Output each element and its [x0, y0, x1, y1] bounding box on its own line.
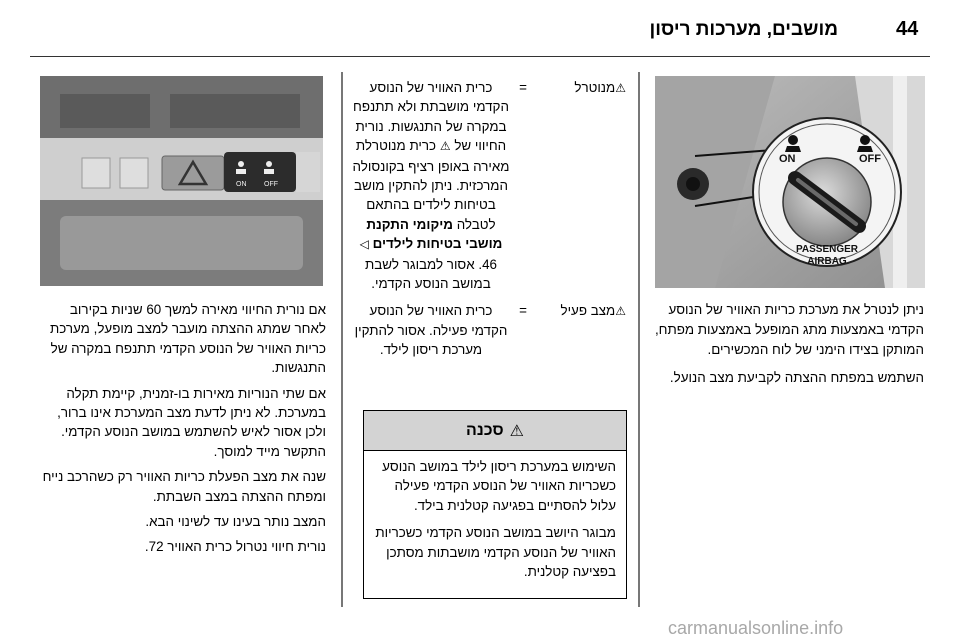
left-column-text	[36, 300, 326, 563]
caption-passenger: PASSENGER	[795, 244, 859, 255]
airbag-switch-illustration	[655, 76, 925, 288]
paragraph: השימוש במערכת ריסון לילד במושב הנוסע כשכריות האוויר של הנוסע הקדמי פעילה עלול להסתיים בפגיעה קטלנית בילד.	[382, 459, 616, 513]
indicator-on-label: ON	[236, 181, 247, 188]
warning-body	[364, 451, 626, 581]
console-indicator-photo	[40, 76, 323, 286]
paragraph: מבוגר היושב במושב הנוסע הקדמי כשכריות האוויר של הנוסע הקדמי מושבתות מסתכן בפציעה קטלנית.	[375, 525, 616, 580]
definition-row-deactivated	[352, 78, 628, 293]
indicator-off-label: OFF	[264, 181, 278, 188]
paragraph: אם נורית החיווי מאירה למשך 60 שניות בקירוב לאחר שמתג ההצתה מועבר למצב מופעל, מערכת כריות האוויר של הנוסע הקדמי תתנפח במקרה של התנגשות.	[49, 302, 326, 376]
warning-icon: ⚠	[509, 422, 524, 440]
definition-term: ⚠מנוטרל	[536, 78, 628, 293]
paragraph: השתמש במפתח ההצתה לקביעת מצב הנועל.	[669, 370, 924, 385]
paragraph: ניתן לנטרל את מערכת כריות האוויר של הנוסע הקדמי באמצעות מתג המופעל באמצעות מפתח, המותקן בצידו הימני של לוח המכשירים.	[654, 302, 924, 357]
console-illustration	[40, 76, 323, 286]
switch-off-label: OFF	[859, 153, 881, 165]
airbag-off-icon: ⚠	[439, 139, 451, 154]
airbag-off-icon: ⚠	[615, 81, 626, 95]
page-header	[0, 18, 960, 48]
switch-on-label: ON	[779, 153, 796, 165]
cross-reference-link[interactable]: מיקומי התקנת מושבי בטיחות לילדים	[366, 216, 503, 252]
watermark: carmanualsonline.info	[668, 618, 844, 638]
paragraph: נורית חיווי נטרול כרית האוויר 72.	[144, 539, 326, 555]
definition-equals: =	[519, 80, 527, 95]
definition-body: כרית האוויר של הנוסע הקדמי פעילה. אסור להתקין מערכת ריסון לילד.	[354, 303, 508, 358]
caption-airbag: AIRBAG	[807, 256, 847, 267]
paragraph: שנה את מצב הפעלת כריות האוויר רק כשהרכב נייח ומפתח ההצתה במצב השבתת.	[42, 469, 326, 504]
warning-header	[364, 411, 626, 451]
definition-row-activated	[352, 301, 628, 359]
danger-warning-box	[363, 410, 627, 599]
header-rule	[30, 56, 930, 57]
page-ref-icon: ◁	[359, 237, 369, 252]
airbag-switch-photo	[655, 76, 925, 288]
page-number: 44	[896, 18, 919, 40]
switch-state-definitions	[352, 78, 628, 368]
definition-body: כרית האוויר של הנוסע הקדמי מושבתת ולא תתנפח במקרה של התנגשות. נורית החיווי של ⚠ כרית מנוטרלת מאירה באופן רציף בקונסולה המרכזית. ניתן להתקין מושב בטיחות לילדים בהתאם לטבלה מיקומי התקנת מושבי בטיחות לילדים ◁ 46. אסור למבוגר לשבת במושב הנוסע הקדמי.	[352, 80, 510, 292]
definition-term: ⚠מצב פעיל	[536, 301, 628, 359]
definition-equals: =	[519, 303, 527, 319]
column-divider	[341, 72, 343, 607]
column-divider	[638, 72, 640, 607]
airbag-on-icon: ⚠	[615, 304, 626, 319]
right-column-text	[652, 300, 924, 396]
paragraph: המצב נותר בעינו עד לשינוי הבא.	[145, 514, 326, 530]
warning-title: סכנה	[466, 421, 504, 439]
paragraph: אם שתי הנוריות מאירות בו-זמנית, קיימת תקלה במערכת. לא ניתן לדעת מצב המערכת אינו ברור, ולכן אסור לאיש להשתמש במושב הנוסע הקדמי. התקשר מייד למוסך.	[57, 385, 326, 459]
page-title: מושבים, מערכות ריסון	[649, 19, 838, 40]
